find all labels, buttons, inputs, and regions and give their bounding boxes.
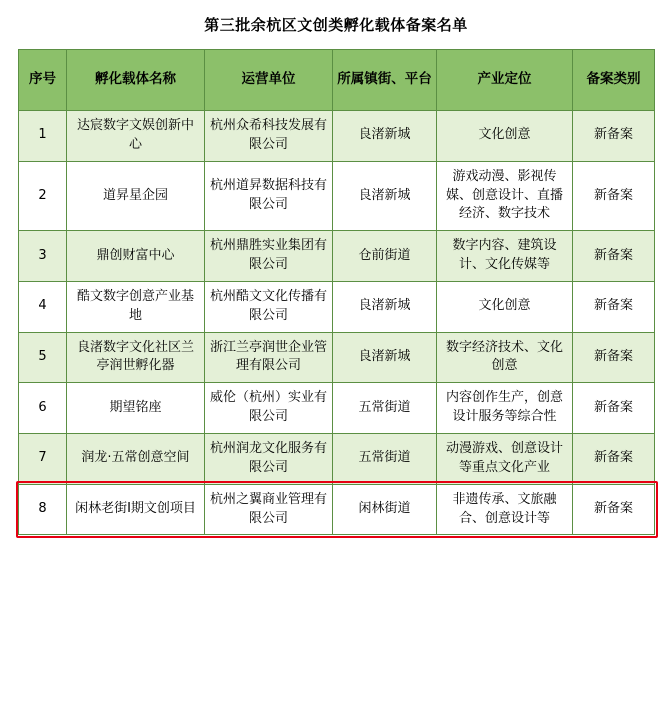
cell-category: 新备案 <box>573 433 655 484</box>
table-header-row <box>19 50 655 111</box>
table-row <box>19 383 655 434</box>
table-header <box>19 50 655 111</box>
cell-operator: 杭州鼎胜实业集团有限公司 <box>205 231 333 282</box>
cell-name: 鼎创财富中心 <box>67 231 205 282</box>
table-row <box>19 281 655 332</box>
cell-operator: 杭州酷文文化传播有限公司 <box>205 281 333 332</box>
cell-positioning: 非遗传承、文旅融合、创意设计等 <box>437 484 573 535</box>
cell-name: 酷文数字创意产业基地 <box>67 281 205 332</box>
cell-index: 5 <box>19 332 67 383</box>
cell-positioning: 游戏动漫、影视传媒、创意设计、直播经济、数字技术 <box>437 161 573 231</box>
cell-town: 良渚新城 <box>333 161 437 231</box>
cell-positioning: 内容创作生产，创意设计服务等综合性 <box>437 383 573 434</box>
table-row <box>19 231 655 282</box>
cell-operator: 杭州润龙文化服务有限公司 <box>205 433 333 484</box>
cell-town: 仓前街道 <box>333 231 437 282</box>
cell-town: 五常街道 <box>333 433 437 484</box>
column-header-index: 序号 <box>19 50 67 111</box>
cell-index: 7 <box>19 433 67 484</box>
column-header-category: 备案类别 <box>573 50 655 111</box>
cell-positioning: 数字经济技术、文化创意 <box>437 332 573 383</box>
cell-category: 新备案 <box>573 231 655 282</box>
cell-town: 闲林街道 <box>333 484 437 535</box>
cell-town: 良渚新城 <box>333 332 437 383</box>
cell-name: 达宸数字文娱创新中心 <box>67 111 205 162</box>
cell-category: 新备案 <box>573 383 655 434</box>
cell-category: 新备案 <box>573 484 655 535</box>
table-body <box>19 111 655 535</box>
cell-positioning: 动漫游戏、创意设计等重点文化产业 <box>437 433 573 484</box>
cell-category: 新备案 <box>573 111 655 162</box>
cell-positioning: 数字内容、建筑设计、文化传媒等 <box>437 231 573 282</box>
column-header-name: 孵化载体名称 <box>67 50 205 111</box>
cell-category: 新备案 <box>573 281 655 332</box>
table-container <box>0 49 672 535</box>
cell-operator: 杭州之翼商业管理有限公司 <box>205 484 333 535</box>
column-header-operator: 运营单位 <box>205 50 333 111</box>
table-row <box>19 433 655 484</box>
incubator-registry-table <box>18 49 655 535</box>
cell-index: 4 <box>19 281 67 332</box>
column-header-town: 所属镇街、平台 <box>333 50 437 111</box>
cell-positioning: 文化创意 <box>437 111 573 162</box>
cell-index: 8 <box>19 484 67 535</box>
column-header-positioning: 产业定位 <box>437 50 573 111</box>
cell-index: 2 <box>19 161 67 231</box>
cell-town: 五常街道 <box>333 383 437 434</box>
table-row <box>19 484 655 535</box>
cell-town: 良渚新城 <box>333 281 437 332</box>
cell-operator: 浙江兰亭润世企业管理有限公司 <box>205 332 333 383</box>
cell-name: 良渚数字文化社区兰亭润世孵化器 <box>67 332 205 383</box>
cell-index: 3 <box>19 231 67 282</box>
cell-town: 良渚新城 <box>333 111 437 162</box>
cell-name: 道昇星企园 <box>67 161 205 231</box>
table-row <box>19 332 655 383</box>
cell-positioning: 文化创意 <box>437 281 573 332</box>
table-row <box>19 111 655 162</box>
cell-operator: 杭州道昇数据科技有限公司 <box>205 161 333 231</box>
cell-name: 闲林老街Ⅰ期文创项目 <box>67 484 205 535</box>
cell-index: 6 <box>19 383 67 434</box>
cell-name: 润龙·五常创意空间 <box>67 433 205 484</box>
cell-category: 新备案 <box>573 332 655 383</box>
page-title: 第三批余杭区文创类孵化载体备案名单 <box>204 16 468 34</box>
cell-name: 期望铭座 <box>67 383 205 434</box>
table-row <box>19 161 655 231</box>
cell-index: 1 <box>19 111 67 162</box>
cell-category: 新备案 <box>573 161 655 231</box>
cell-operator: 威伦（杭州）实业有限公司 <box>205 383 333 434</box>
cell-operator: 杭州众希科技发展有限公司 <box>205 111 333 162</box>
